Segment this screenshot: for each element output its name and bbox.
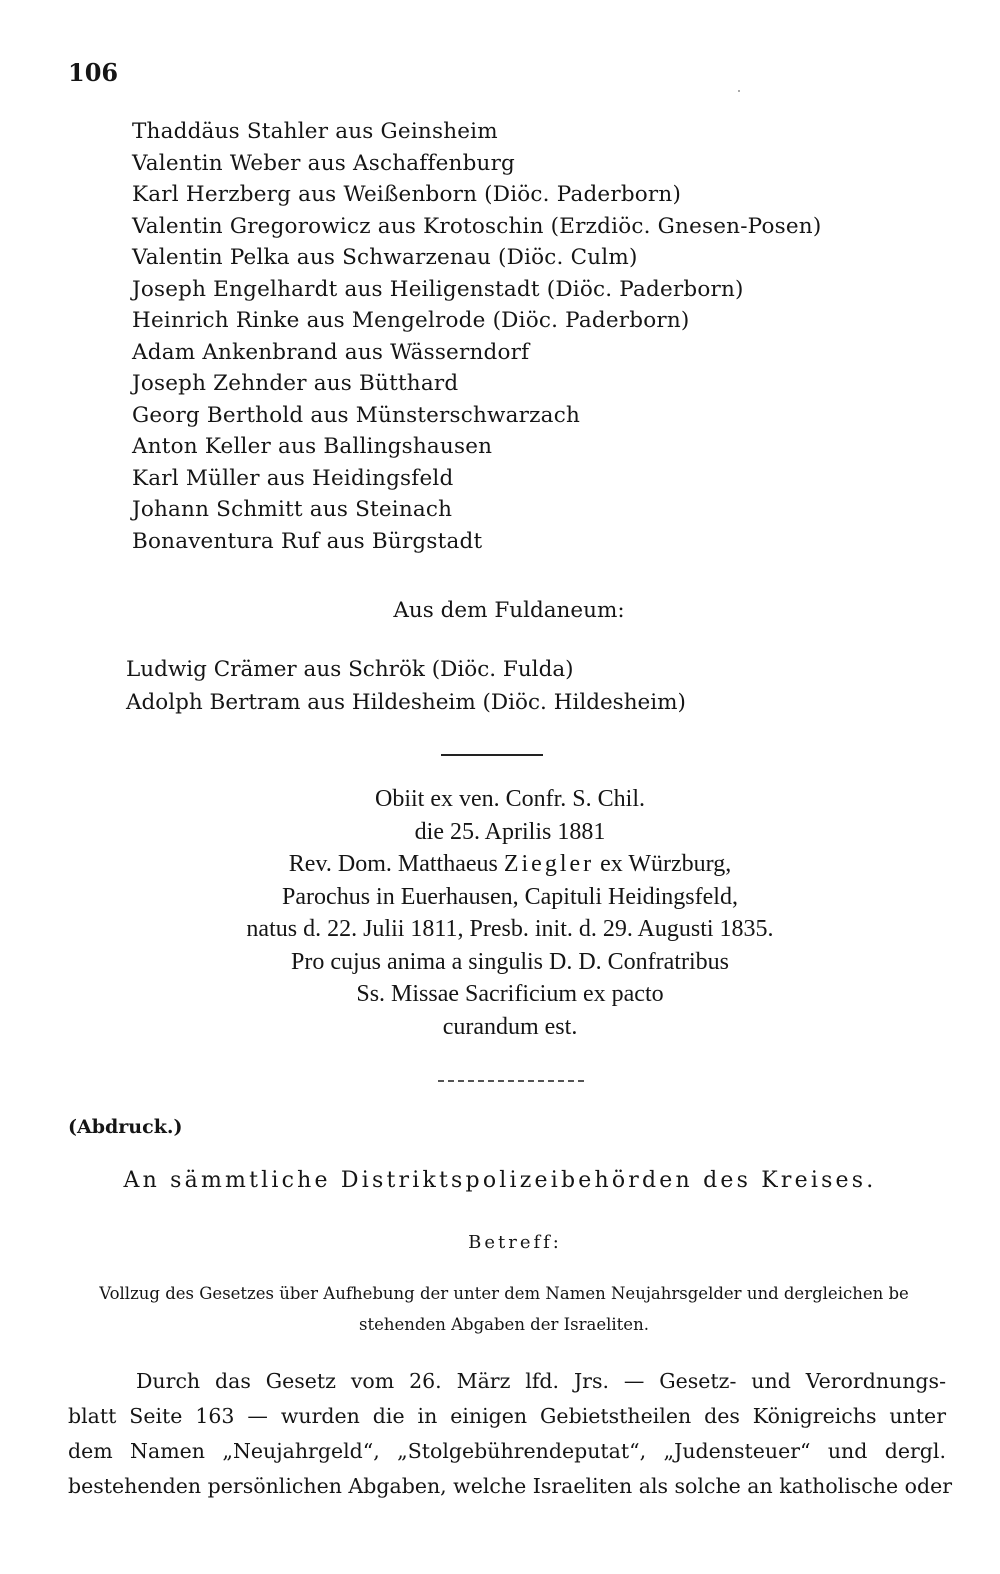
body-line: bestehenden persönlichen Abgaben, welche Israeliten als solche an katholische oder — [68, 1474, 953, 1498]
list-item: Georg Berthold aus Münsterschwarzach — [132, 402, 580, 428]
subject-text — [68, 1278, 940, 1340]
list-item: Ludwig Crämer aus Schrök (Diöc. Fulda) — [126, 657, 574, 682]
list-item: Thaddäus Stahler aus Geinsheim — [132, 119, 498, 144]
obituary-prefix: Rev. Dom. Matthaeus — [288, 851, 504, 877]
obituary-line: Ss. Missae Sacrificium ex pacto — [356, 981, 664, 1007]
page-number: 106 — [68, 58, 119, 87]
subject-line: Vollzug des Gesetzes über Aufhebung der unter dem Namen Neujahrsgelder und dergleichen be — [99, 1284, 909, 1303]
body-line: Durch das Gesetz vom 26. März lfd. Jrs. — Gesetz- und Verordnungs- — [136, 1369, 946, 1393]
list-item: Anton Keller aus Ballingshausen — [132, 434, 493, 459]
list-item: Adam Ankenbrand aus Wässerndorf — [132, 339, 530, 365]
section-divider — [441, 754, 543, 756]
address-heading: An sämmtliche Distriktspolizeibehörden des Kreises. — [123, 1168, 877, 1193]
ordinand-list — [132, 116, 821, 557]
fuldaneum-heading: Aus dem Fuldaneum: — [393, 598, 625, 623]
scan-speck — [738, 90, 740, 92]
list-item: Adolph Bertram aus Hildesheim (Diöc. Hildesheim) — [126, 690, 686, 715]
obituary-notice — [100, 783, 920, 1043]
body-paragraph — [68, 1364, 953, 1504]
obituary-suffix: ex Würzburg, — [594, 851, 732, 877]
obituary-line: curandum est. — [442, 1013, 578, 1040]
betreff-label: Betreff: — [468, 1232, 562, 1253]
obituary-line: Parochus in Euerhausen, Capituli Heidingsfeld, — [282, 883, 738, 910]
section-divider-dotted — [438, 1080, 584, 1082]
abdruck-label: (Abdruck.) — [68, 1116, 183, 1138]
list-item: Bonaventura Ruf aus Bürgstadt — [132, 528, 483, 554]
subject-line: stehenden Abgaben der Israeliten. — [359, 1315, 649, 1334]
obituary-line: Pro cujus anima a singulis D. D. Confratribus — [291, 948, 729, 975]
obituary-line: die 25. Aprilis 1881 — [414, 818, 606, 845]
list-item: Valentin Pelka aus Schwarzenau (Diöc. Culm) — [132, 245, 638, 270]
list-item: Heinrich Rinke aus Mengelrode (Diöc. Paderborn) — [132, 308, 690, 333]
fuldaneum-list — [126, 653, 686, 719]
obituary-name: Ziegler — [503, 851, 595, 877]
list-item: Joseph Zehnder aus Bütthard — [132, 371, 459, 396]
list-item: Johann Schmitt aus Steinach — [132, 497, 453, 522]
list-item: Karl Müller aus Heidingsfeld — [132, 465, 454, 491]
body-line: dem Namen „Neujahrgeld“, „Stolgebührendeputat“, „Judensteuer“ und dergl. — [68, 1439, 946, 1463]
obituary-line: natus d. 22. Julii 1811, Presb. init. d. 29. Augusti 1835. — [246, 916, 774, 942]
list-item: Valentin Gregorowicz aus Krotoschin (Erzdiöc. Gnesen-Posen) — [132, 213, 822, 239]
list-item: Karl Herzberg aus Weißenborn (Diöc. Paderborn) — [132, 182, 682, 207]
list-item: Valentin Weber aus Aschaffenburg — [132, 150, 516, 176]
obituary-line: Obiit ex ven. Confr. S. Chil. — [375, 786, 645, 812]
body-line: blatt Seite 163 — wurden die in einigen Gebietstheilen des Königreichs unter — [68, 1404, 946, 1428]
list-item: Joseph Engelhardt aus Heiligenstadt (Diöc. Paderborn) — [132, 276, 744, 302]
obituary-line — [100, 848, 920, 881]
